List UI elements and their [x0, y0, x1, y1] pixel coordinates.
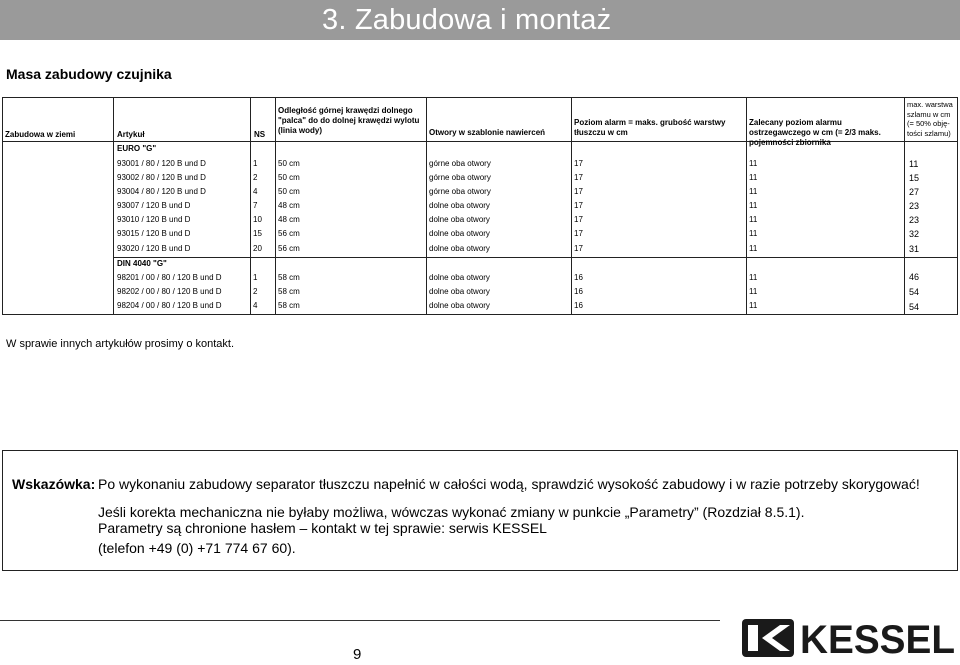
hint-line: Po wykonaniu zabudowy separator tłuszczu napełnić w całości wodą, sprawdzić wysokość zabudowy i w razie potrzeby skorygować!: [98, 476, 920, 492]
installation-table: [2, 97, 958, 315]
hint-line: Jeśli korekta mechaniczna nie byłaby możliwa, wówczas wykonać zmiany w punkcie „Parametry” (Rozdział 8.5.1).: [98, 504, 805, 520]
cell-zalecany: 11: [749, 301, 758, 310]
cell-ns: 7: [253, 201, 258, 210]
cell-zalecany: 11: [749, 229, 758, 238]
cell-artykul: 93015 / 120 B und D: [117, 229, 191, 238]
kessel-logo-graphic: [740, 616, 958, 660]
cell-max: 23: [909, 215, 920, 225]
group-label: DIN 4040 "G": [117, 259, 167, 268]
group-rule: [113, 257, 957, 258]
cell-ns: 2: [253, 287, 258, 296]
cell-zalecany: 11: [749, 187, 758, 196]
chapter-title: 3. Zabudowa i montaż: [322, 4, 612, 36]
col-divider: [904, 98, 905, 314]
cell-max: 27: [909, 187, 920, 197]
col-divider: [113, 98, 114, 314]
contact-note: W sprawie innych artykułów prosimy o kontakt.: [6, 338, 235, 350]
header-zalecany: Zalecany poziom alarmu ostrzegawczego w cm (= 2/3 maks. pojemności zbiornika: [749, 118, 881, 147]
cell-zalecany: 11: [749, 287, 758, 296]
cell-artykul: 93002 / 80 / 120 B und D: [117, 173, 206, 182]
cell-zalecany: 11: [749, 244, 758, 253]
hint-line: (telefon +49 (0) +71 774 67 60).: [98, 540, 296, 556]
cell-poziom: 17: [574, 229, 583, 238]
group-label: EURO "G": [117, 144, 157, 153]
header-zabudowa: Zabudowa w ziemi: [5, 130, 76, 139]
cell-odleglosc: 50 cm: [278, 173, 300, 182]
cell-odleglosc: 50 cm: [278, 159, 300, 168]
cell-artykul: 93001 / 80 / 120 B und D: [117, 159, 206, 168]
cell-poziom: 17: [574, 201, 583, 210]
cell-otwory: dolne oba otwory: [429, 229, 490, 238]
cell-otwory: górne oba otwory: [429, 187, 491, 196]
cell-artykul: 93004 / 80 / 120 B und D: [117, 187, 206, 196]
cell-poziom: 17: [574, 215, 583, 224]
cell-otwory: dolne oba otwory: [429, 244, 490, 253]
cell-zalecany: 11: [749, 173, 758, 182]
cell-odleglosc: 56 cm: [278, 244, 300, 253]
hint-line: Parametry są chronione hasłem – kontakt w tej sprawie: serwis KESSEL: [98, 520, 547, 536]
header-poziom: Poziom alarm = maks. grubość warstwy tłuszczu w cm: [574, 118, 726, 137]
cell-ns: 15: [253, 229, 262, 238]
col-divider: [746, 98, 747, 314]
header-odleglosc: Odległość górnej krawędzi dolnego "palca" do do dolnej krawędzi wylotu (linia wody): [278, 106, 420, 135]
cell-max: 54: [909, 287, 920, 297]
col-divider: [275, 98, 276, 314]
cell-odleglosc: 48 cm: [278, 215, 300, 224]
header-otwory: Otwory w szablonie nawierceń: [429, 128, 546, 137]
logo-text: KESSEL: [800, 618, 955, 660]
col-divider: [250, 98, 251, 314]
cell-zalecany: 11: [749, 273, 758, 282]
hint-box: [2, 450, 958, 571]
cell-poziom: 17: [574, 159, 583, 168]
cell-max: 54: [909, 302, 920, 312]
section-subtitle: Masa zabudowy czujnika: [6, 66, 172, 82]
cell-artykul: 98204 / 00 / 80 / 120 B und D: [117, 301, 222, 310]
cell-poziom: 16: [574, 273, 583, 282]
hint-label: Wskazówka:: [12, 476, 96, 492]
cell-ns: 2: [253, 173, 258, 182]
cell-artykul: 93010 / 120 B und D: [117, 215, 191, 224]
cell-artykul: 93020 / 120 B und D: [117, 244, 191, 253]
page-number: 9: [353, 646, 362, 663]
cell-max: 46: [909, 272, 920, 282]
header-ns: NS: [254, 130, 266, 139]
cell-otwory: dolne oba otwory: [429, 215, 490, 224]
cell-ns: 4: [253, 301, 258, 310]
cell-ns: 10: [253, 215, 262, 224]
header-max: max. warstwa szlamu w cm (= 50% obję-tości szlamu): [907, 100, 953, 138]
cell-ns: 1: [253, 273, 258, 282]
cell-odleglosc: 50 cm: [278, 187, 300, 196]
cell-odleglosc: 58 cm: [278, 273, 300, 282]
cell-artykul: 93007 / 120 B und D: [117, 201, 191, 210]
cell-max: 15: [909, 173, 920, 183]
kessel-logo: [740, 616, 958, 665]
col-divider: [571, 98, 572, 314]
chapter-header: [0, 0, 960, 40]
cell-otwory: górne oba otwory: [429, 173, 491, 182]
footer-rule: [0, 620, 720, 621]
header-artykul: Artykuł: [117, 130, 145, 139]
cell-zalecany: 11: [749, 159, 758, 168]
cell-odleglosc: 58 cm: [278, 287, 300, 296]
cell-ns: 4: [253, 187, 258, 196]
cell-odleglosc: 48 cm: [278, 201, 300, 210]
cell-max: 32: [909, 229, 920, 239]
cell-max: 31: [909, 244, 920, 254]
cell-odleglosc: 58 cm: [278, 301, 300, 310]
cell-otwory: dolne oba otwory: [429, 287, 490, 296]
cell-ns: 20: [253, 244, 262, 253]
cell-max: 11: [909, 159, 919, 169]
cell-artykul: 98201 / 00 / 80 / 120 B und D: [117, 273, 222, 282]
cell-odleglosc: 56 cm: [278, 229, 300, 238]
col-divider: [426, 98, 427, 314]
cell-otwory: górne oba otwory: [429, 159, 491, 168]
cell-poziom: 17: [574, 244, 583, 253]
cell-poziom: 16: [574, 301, 583, 310]
cell-poziom: 17: [574, 187, 583, 196]
cell-otwory: dolne oba otwory: [429, 301, 490, 310]
cell-zalecany: 11: [749, 215, 758, 224]
cell-artykul: 98202 / 00 / 80 / 120 B und D: [117, 287, 222, 296]
cell-otwory: dolne oba otwory: [429, 201, 490, 210]
cell-otwory: dolne oba otwory: [429, 273, 490, 282]
cell-max: 23: [909, 201, 920, 211]
cell-ns: 1: [253, 159, 258, 168]
cell-zalecany: 11: [749, 201, 758, 210]
cell-poziom: 16: [574, 287, 583, 296]
cell-poziom: 17: [574, 173, 583, 182]
